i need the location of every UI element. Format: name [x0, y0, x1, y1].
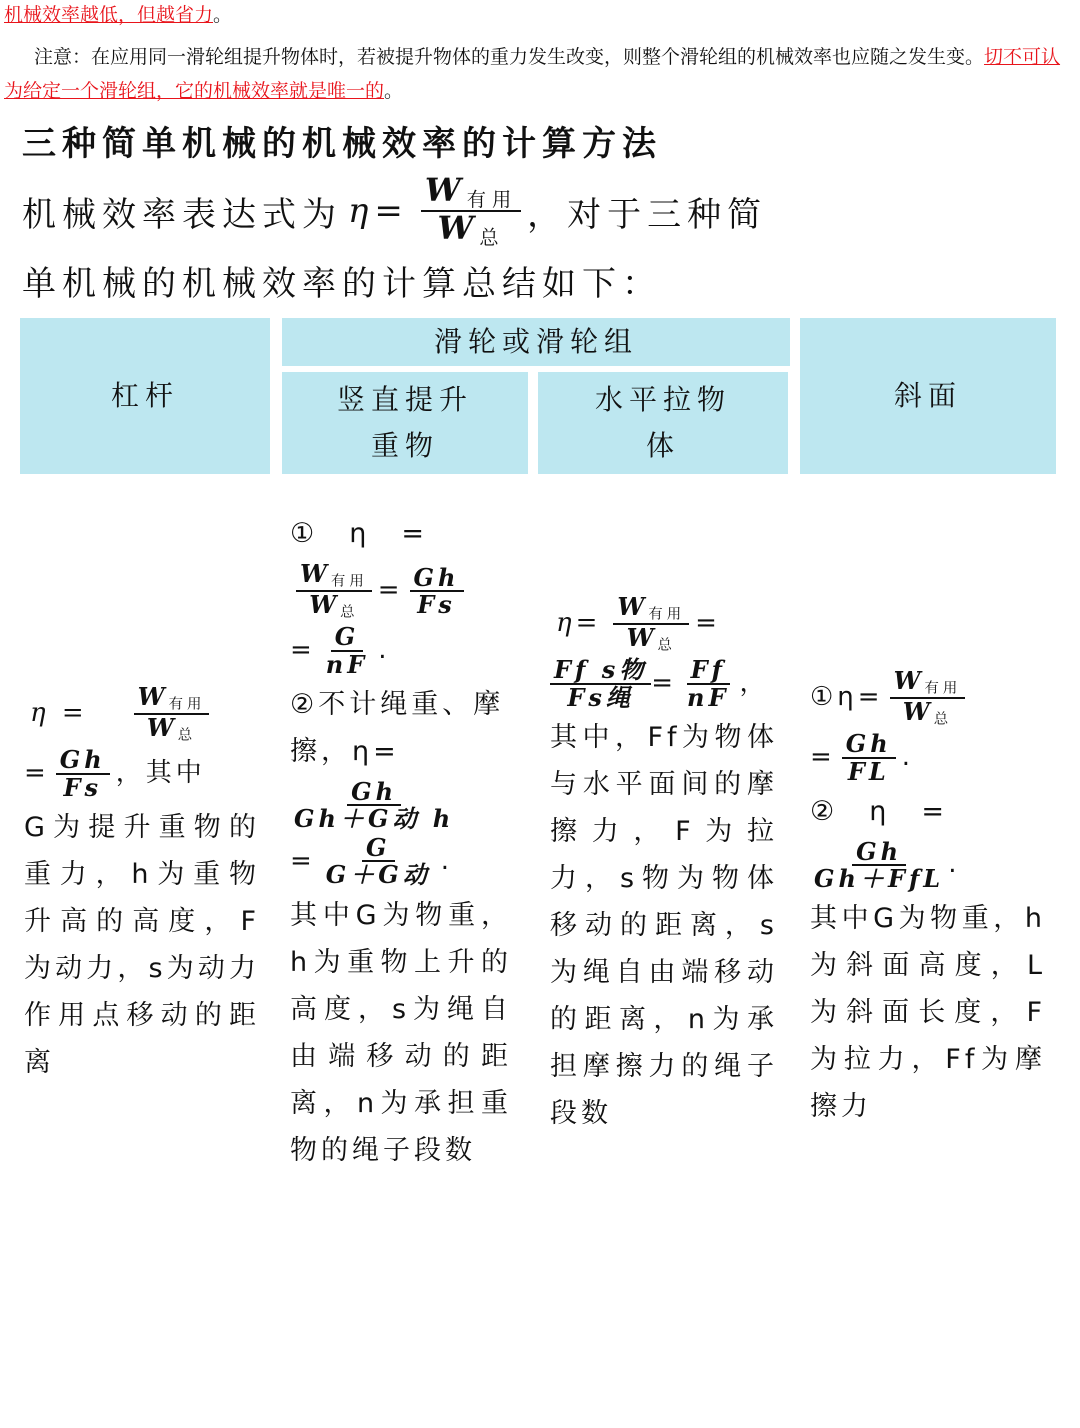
period: 。: [213, 4, 233, 26]
lever-description: G为提升重物的重力，h为重物升高的高度，F为动力，s为动力作用点移动的距离: [24, 811, 260, 1078]
eta-symbol: η=: [348, 191, 409, 231]
header-horizontal: 水平拉物体: [538, 372, 788, 474]
col-vertical: [290, 510, 512, 1174]
vertical-formula-2: = $\frac{G}{nF}$ .: [290, 622, 391, 679]
section-heading: 三种简单机械的机械效率的计算方法: [22, 124, 662, 164]
col-lever: [24, 680, 260, 1086]
vertical-formula-3: $\frac{Gh}{\text{Gh＋G动 h}}$: [294, 776, 455, 833]
vertical-description: 其中G为物重，h为重物上升的高度，s为绳自由端移动的距离，n为承担重物的绳子段数: [290, 899, 512, 1166]
lever-formula-1: η = $\frac{W_{有用}}{W_总}$: [24, 684, 260, 743]
intro-before: 机械效率表达式为: [22, 194, 342, 235]
vertical-c2: ②不计绳重、摩擦，η=: [290, 688, 505, 767]
incline-formula-1: ①η= $\frac{W_{有用}}{W_总}$: [810, 668, 1046, 727]
efficiency-fraction: [421, 171, 521, 249]
intro-line-3: 单机械的机械效率的计算总结如下：: [22, 264, 662, 304]
incline-formula-2: = $\frac{Gh}{FL}$ .: [810, 729, 915, 786]
incline-c2: ② η =: [810, 795, 948, 827]
intro-after: ，对于三种简: [527, 194, 768, 235]
top-line: [4, 0, 1076, 32]
numerator: $W_{有用}$: [421, 174, 521, 212]
vertical-formula-4: = $\frac{G}{\text{G＋G动}}$ .: [290, 833, 454, 890]
note-paragraph: [4, 40, 1076, 108]
horizontal-formula-1: η= $\frac{W_{有用}}{W_总}$ =: [556, 592, 721, 654]
incline-formula-3: $\frac{Gh}{\text{Gh＋FfL}}$ .: [814, 836, 961, 893]
red-summary: 机械效率越低，但越省力: [4, 4, 214, 26]
vertical-c1: ① η =: [290, 518, 428, 549]
vertical-formula-1: $\frac{W_{有用}}{W_总}$ = $\frac{Gh}{Fs}$: [290, 561, 512, 620]
note-red: 切不可认为给定一个滑轮组，它的机械效率就是唯一的: [4, 46, 1061, 102]
note-end: 。: [384, 80, 404, 102]
horizontal-description: 其中，Ff为物体与水平面间的摩擦力，F为拉力，s物为物体移动的距离，s为绳自由端移动的距离，n为承担摩擦力的绳子段数: [550, 721, 778, 1129]
col-horizontal: [550, 590, 778, 1137]
lever-formula-2: = $\frac{Gh}{Fs}$ ，其中: [24, 745, 206, 802]
incline-description: 其中G为物重，h为斜面高度，L为斜面长度，F为拉力，Ff为摩擦力: [810, 903, 1046, 1123]
col-incline: [810, 664, 1046, 1130]
horizontal-formula-2: $\frac{\text{Ff s物}}{\text{Fs绳}}$ = $\frac{Ff}{nF}$ ，: [550, 657, 778, 709]
note-text: 在应用同一滑轮组提升物体时，若被提升物体的重力发生改变，则整个滑轮组的机械效率也应随之发生变。: [91, 46, 985, 68]
header-pulley-group: 滑轮或滑轮组: [282, 318, 790, 366]
header-lever: 杠杆: [20, 318, 270, 474]
header-incline: 斜面: [800, 318, 1056, 474]
intro-line: [22, 171, 768, 249]
note-label: 注意：: [34, 46, 92, 68]
denominator: $W_总$: [437, 209, 505, 249]
header-vertical: 竖直提升重物: [282, 372, 528, 474]
